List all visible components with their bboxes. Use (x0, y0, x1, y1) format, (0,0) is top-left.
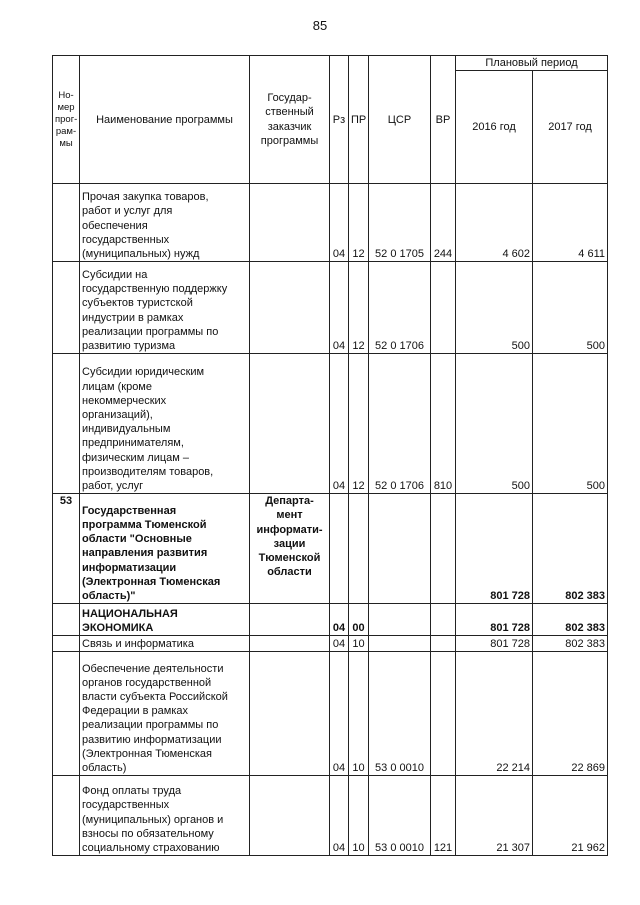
header-program-number: Но- мер прог- рам- мы (53, 56, 80, 184)
program-number-cell (53, 354, 80, 494)
vr-cell (431, 636, 456, 652)
rz-cell: 04 (330, 604, 349, 636)
customer-cell (250, 262, 330, 354)
csr-cell (369, 494, 431, 604)
amount-2017-cell: 802 383 (533, 604, 608, 636)
budget-table (52, 55, 608, 856)
rz-cell: 04 (330, 776, 349, 856)
pr-cell: 00 (349, 604, 369, 636)
vr-cell: 244 (431, 184, 456, 262)
rz-cell: 04 (330, 184, 349, 262)
customer-cell: Департа- мент информати- зации Тюменской области (250, 494, 330, 604)
amount-2017-cell: 21 962 (533, 776, 608, 856)
program-name-cell: Субсидии на государственную поддержку субъектов туристской индустрии в рамках реализации программы по развитию туризма (80, 262, 250, 354)
pr-cell: 10 (349, 636, 369, 652)
program-name-cell: Субсидии юридическим лицам (кроме некоммерческих организаций), индивидуальным предпринимателям, физическим лицам – производителям товаров, работ, услуг (80, 354, 250, 494)
customer-cell (250, 604, 330, 636)
program-number-cell: 53 (53, 494, 80, 604)
amount-2016-cell: 801 728 (456, 604, 533, 636)
csr-cell: 53 0 0010 (369, 776, 431, 856)
table-row (53, 652, 608, 776)
csr-cell: 53 0 0010 (369, 652, 431, 776)
customer-cell (250, 776, 330, 856)
header-csr: ЦСР (369, 56, 431, 184)
header-rz: Рз (330, 56, 349, 184)
table-body (53, 184, 608, 856)
table-row (53, 262, 608, 354)
amount-2016-cell: 22 214 (456, 652, 533, 776)
pr-cell: 12 (349, 354, 369, 494)
amount-2017-cell: 500 (533, 354, 608, 494)
program-name-cell: Прочая закупка товаров, работ и услуг для обеспечения государственных (муниципальных) нужд (80, 184, 250, 262)
pr-cell (349, 494, 369, 604)
header-customer: Государ- ственный заказчик программы (250, 56, 330, 184)
customer-cell (250, 652, 330, 776)
rz-cell: 04 (330, 652, 349, 776)
program-name-cell: НАЦИОНАЛЬНАЯ ЭКОНОМИКА (80, 604, 250, 636)
program-name-cell: Связь и информатика (80, 636, 250, 652)
program-name-cell: Государственная программа Тюменской области "Основные направления развития информатизации (Электронная Тюменская область)" (80, 494, 250, 604)
table-row (53, 636, 608, 652)
program-number-cell (53, 776, 80, 856)
table-row (53, 776, 608, 856)
table-row (53, 354, 608, 494)
vr-cell (431, 652, 456, 776)
rz-cell: 04 (330, 354, 349, 494)
program-name-cell: Обеспечение деятельности органов государственной власти субъекта Российской Федерации в рамках реализации программы по развитию информатизации (Электронная Тюменская область) (80, 652, 250, 776)
program-number-cell (53, 184, 80, 262)
amount-2016-cell: 801 728 (456, 494, 533, 604)
header-vr: ВР (431, 56, 456, 184)
rz-cell: 04 (330, 262, 349, 354)
pr-cell: 10 (349, 652, 369, 776)
csr-cell: 52 0 1706 (369, 262, 431, 354)
amount-2016-cell: 4 602 (456, 184, 533, 262)
amount-2016-cell: 500 (456, 262, 533, 354)
amount-2017-cell: 22 869 (533, 652, 608, 776)
amount-2017-cell: 500 (533, 262, 608, 354)
csr-cell: 52 0 1706 (369, 354, 431, 494)
vr-cell (431, 604, 456, 636)
amount-2016-cell: 801 728 (456, 636, 533, 652)
vr-cell (431, 262, 456, 354)
rz-cell (330, 494, 349, 604)
program-number-cell (53, 636, 80, 652)
program-number-cell (53, 262, 80, 354)
csr-cell (369, 604, 431, 636)
vr-cell: 121 (431, 776, 456, 856)
csr-cell: 52 0 1705 (369, 184, 431, 262)
header-program-name: Наименование программы (80, 56, 250, 184)
header-planned-period: Плановый период (456, 56, 608, 71)
pr-cell: 12 (349, 184, 369, 262)
customer-cell (250, 184, 330, 262)
vr-cell (431, 494, 456, 604)
rz-cell: 04 (330, 636, 349, 652)
customer-cell (250, 636, 330, 652)
header-year-2017: 2017 год (533, 71, 608, 184)
page-number: 85 (312, 18, 328, 33)
vr-cell: 810 (431, 354, 456, 494)
header-pr: ПР (349, 56, 369, 184)
amount-2017-cell: 4 611 (533, 184, 608, 262)
program-number-cell (53, 604, 80, 636)
amount-2016-cell: 500 (456, 354, 533, 494)
table-row (53, 184, 608, 262)
csr-cell (369, 636, 431, 652)
table-row (53, 494, 608, 604)
program-name-cell: Фонд оплаты труда государственных (муниципальных) органов и взносы по обязательному социальному страхованию (80, 776, 250, 856)
header-year-2016: 2016 год (456, 71, 533, 184)
customer-cell (250, 354, 330, 494)
amount-2017-cell: 802 383 (533, 494, 608, 604)
program-number-cell (53, 652, 80, 776)
amount-2016-cell: 21 307 (456, 776, 533, 856)
amount-2017-cell: 802 383 (533, 636, 608, 652)
pr-cell: 10 (349, 776, 369, 856)
table-row (53, 604, 608, 636)
pr-cell: 12 (349, 262, 369, 354)
